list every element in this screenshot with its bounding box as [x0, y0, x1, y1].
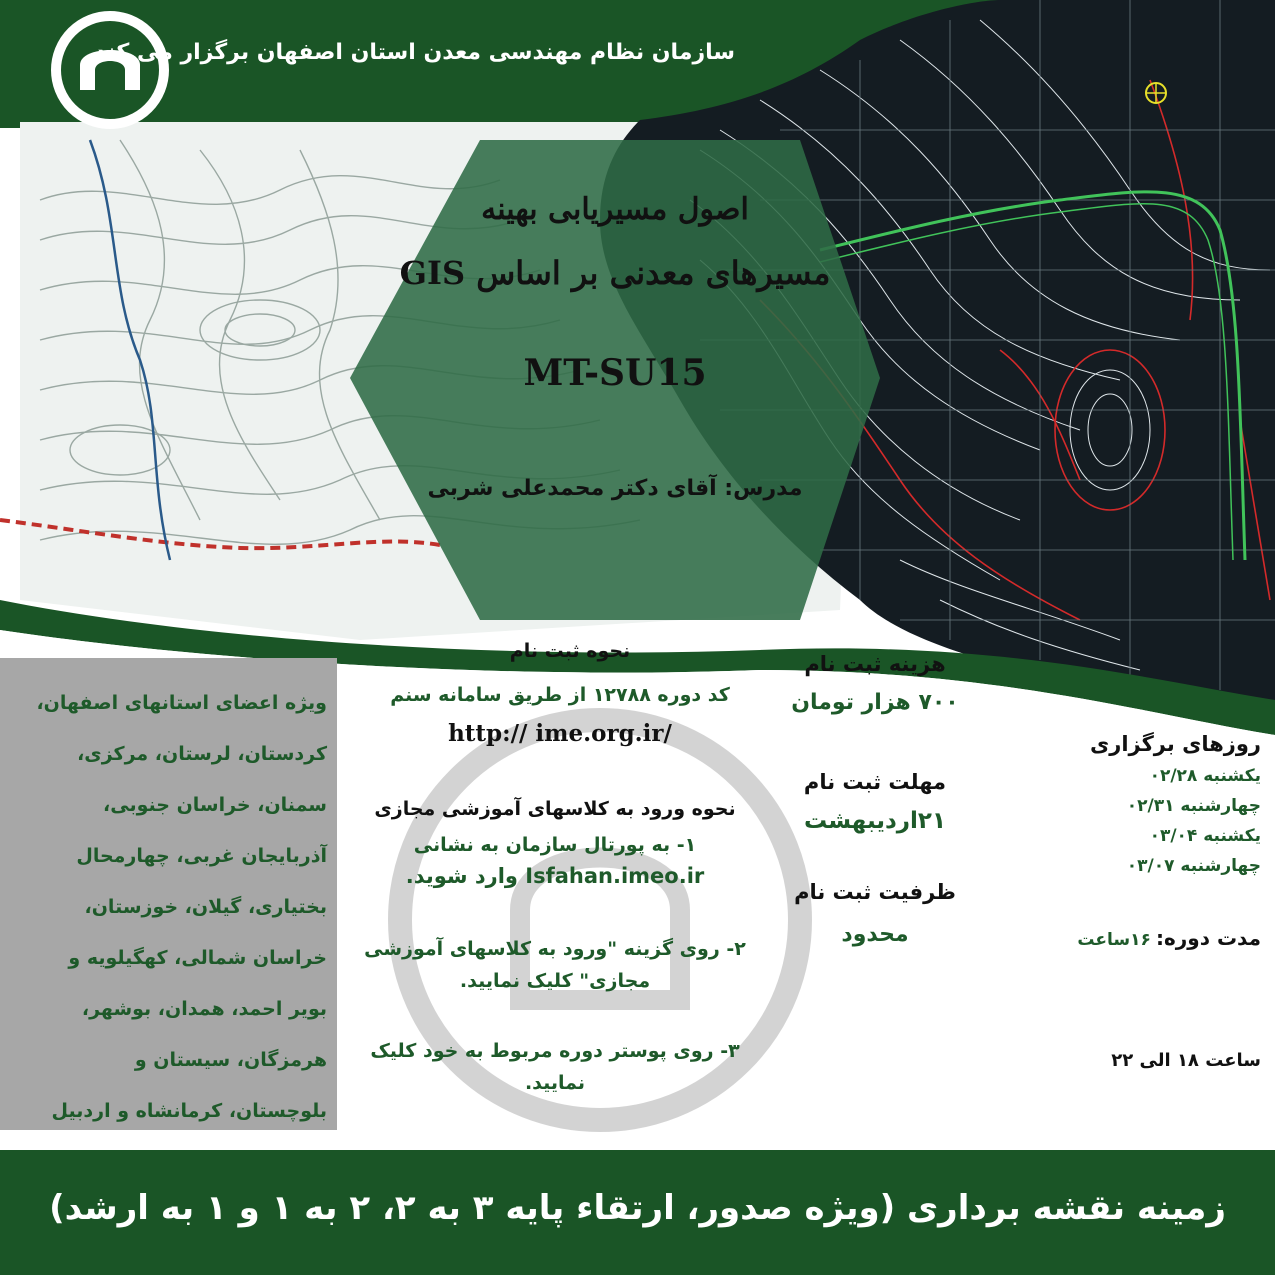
step3-line2: نمایید.	[524, 1072, 586, 1094]
deadline-label: مهلت ثبت نام	[803, 770, 947, 794]
audience-line: بویر احمد، همدان، بوشهر،	[81, 998, 327, 1020]
step2-line2: مجازی" کلیک نمایید.	[459, 970, 651, 992]
audience-panel	[0, 658, 337, 1130]
course-title-line2: مسیرهای معدنی بر اساس GIS	[399, 254, 831, 292]
duration-value: ۱۶ساعت	[1077, 930, 1151, 950]
capacity-value: محدود	[841, 922, 909, 947]
instructor: مدرس: آقای دکتر محمدعلی شربی	[427, 476, 803, 501]
course-title-line1: اصول مسیریابی بهینه	[481, 192, 749, 227]
schedule-day: چهارشنبه ۰۲/۳۱	[1126, 796, 1261, 816]
step3-line1: ۳- روی پوستر دوره مربوط به خود کلیک	[370, 1040, 740, 1062]
audience-line: کردستان، لرستان، مرکزی،	[77, 743, 327, 765]
deadline-value: ۲۱اردیبهشت	[804, 808, 946, 834]
audience-line: خراسان شمالی، کهگیلویه و	[68, 947, 327, 969]
capacity-label: ظرفیت ثبت نام	[794, 880, 956, 904]
class-entry-heading: نحوه ورود به کلاسهای آموزشی مجازی	[374, 798, 736, 820]
audience-list	[7, 678, 327, 1137]
class-hours: ساعت ۱۸ الی ۲۲	[1111, 1050, 1261, 1071]
days-heading: روزهای برگزاری	[1090, 732, 1261, 756]
fee-label: هزینه ثبت نام	[804, 652, 946, 676]
step1-line1: ۱- به پورتال سازمان به نشانی	[413, 834, 697, 856]
schedule-day: یکشنبه ۰۳/۰۴	[1149, 826, 1261, 846]
audience-line: آذربایجان غربی، چهارمحال	[76, 845, 327, 867]
organizer-text: سازمان نظام مهندسی معدن استان اصفهان برگزار می کند	[94, 40, 735, 65]
audience-line: هرمزگان، سیستان و	[134, 1049, 327, 1071]
course-code-line: کد دوره ۱۲۷۸۸ از طریق سامانه سنم	[390, 684, 730, 706]
audience-line: سمنان، خراسان جنوبی،	[103, 794, 327, 816]
fee-value: ۷۰۰ هزار تومان	[791, 690, 959, 715]
step2-line1: ۲- روی گزینه "ورود به کلاسهای آموزشی	[364, 938, 746, 960]
duration-label: مدت دوره:	[1155, 926, 1261, 950]
audience-line: بلوچستان، کرمانشاه و اردبیل	[51, 1100, 327, 1122]
footer-bar	[0, 1150, 1275, 1275]
ime-logo-icon	[40, 10, 180, 130]
audience-line: بختیاری، گیلان، خوزستان،	[84, 896, 327, 918]
course-code: MT-SU15	[523, 352, 707, 394]
schedule-day: چهارشنبه ۰۳/۰۷	[1126, 856, 1261, 876]
footer-text: زمینه نقشه برداری (ویژه صدور، ارتقاء پایه ۳ به ۲، ۲ به ۱ و ۱ به ارشد)	[49, 1188, 1226, 1228]
registration-heading: نحوه ثبت نام	[509, 640, 631, 662]
duration-row	[1077, 926, 1261, 950]
audience-line: ویژه اعضای استانهای اصفهان،	[36, 692, 327, 714]
registration-url[interactable]: http:// ime.org.ir/	[448, 720, 672, 747]
step1-line2[interactable]: Isfahan.imeo.ir وارد شوید.	[405, 864, 705, 888]
schedule-day: یکشنبه ۰۲/۲۸	[1149, 766, 1261, 786]
